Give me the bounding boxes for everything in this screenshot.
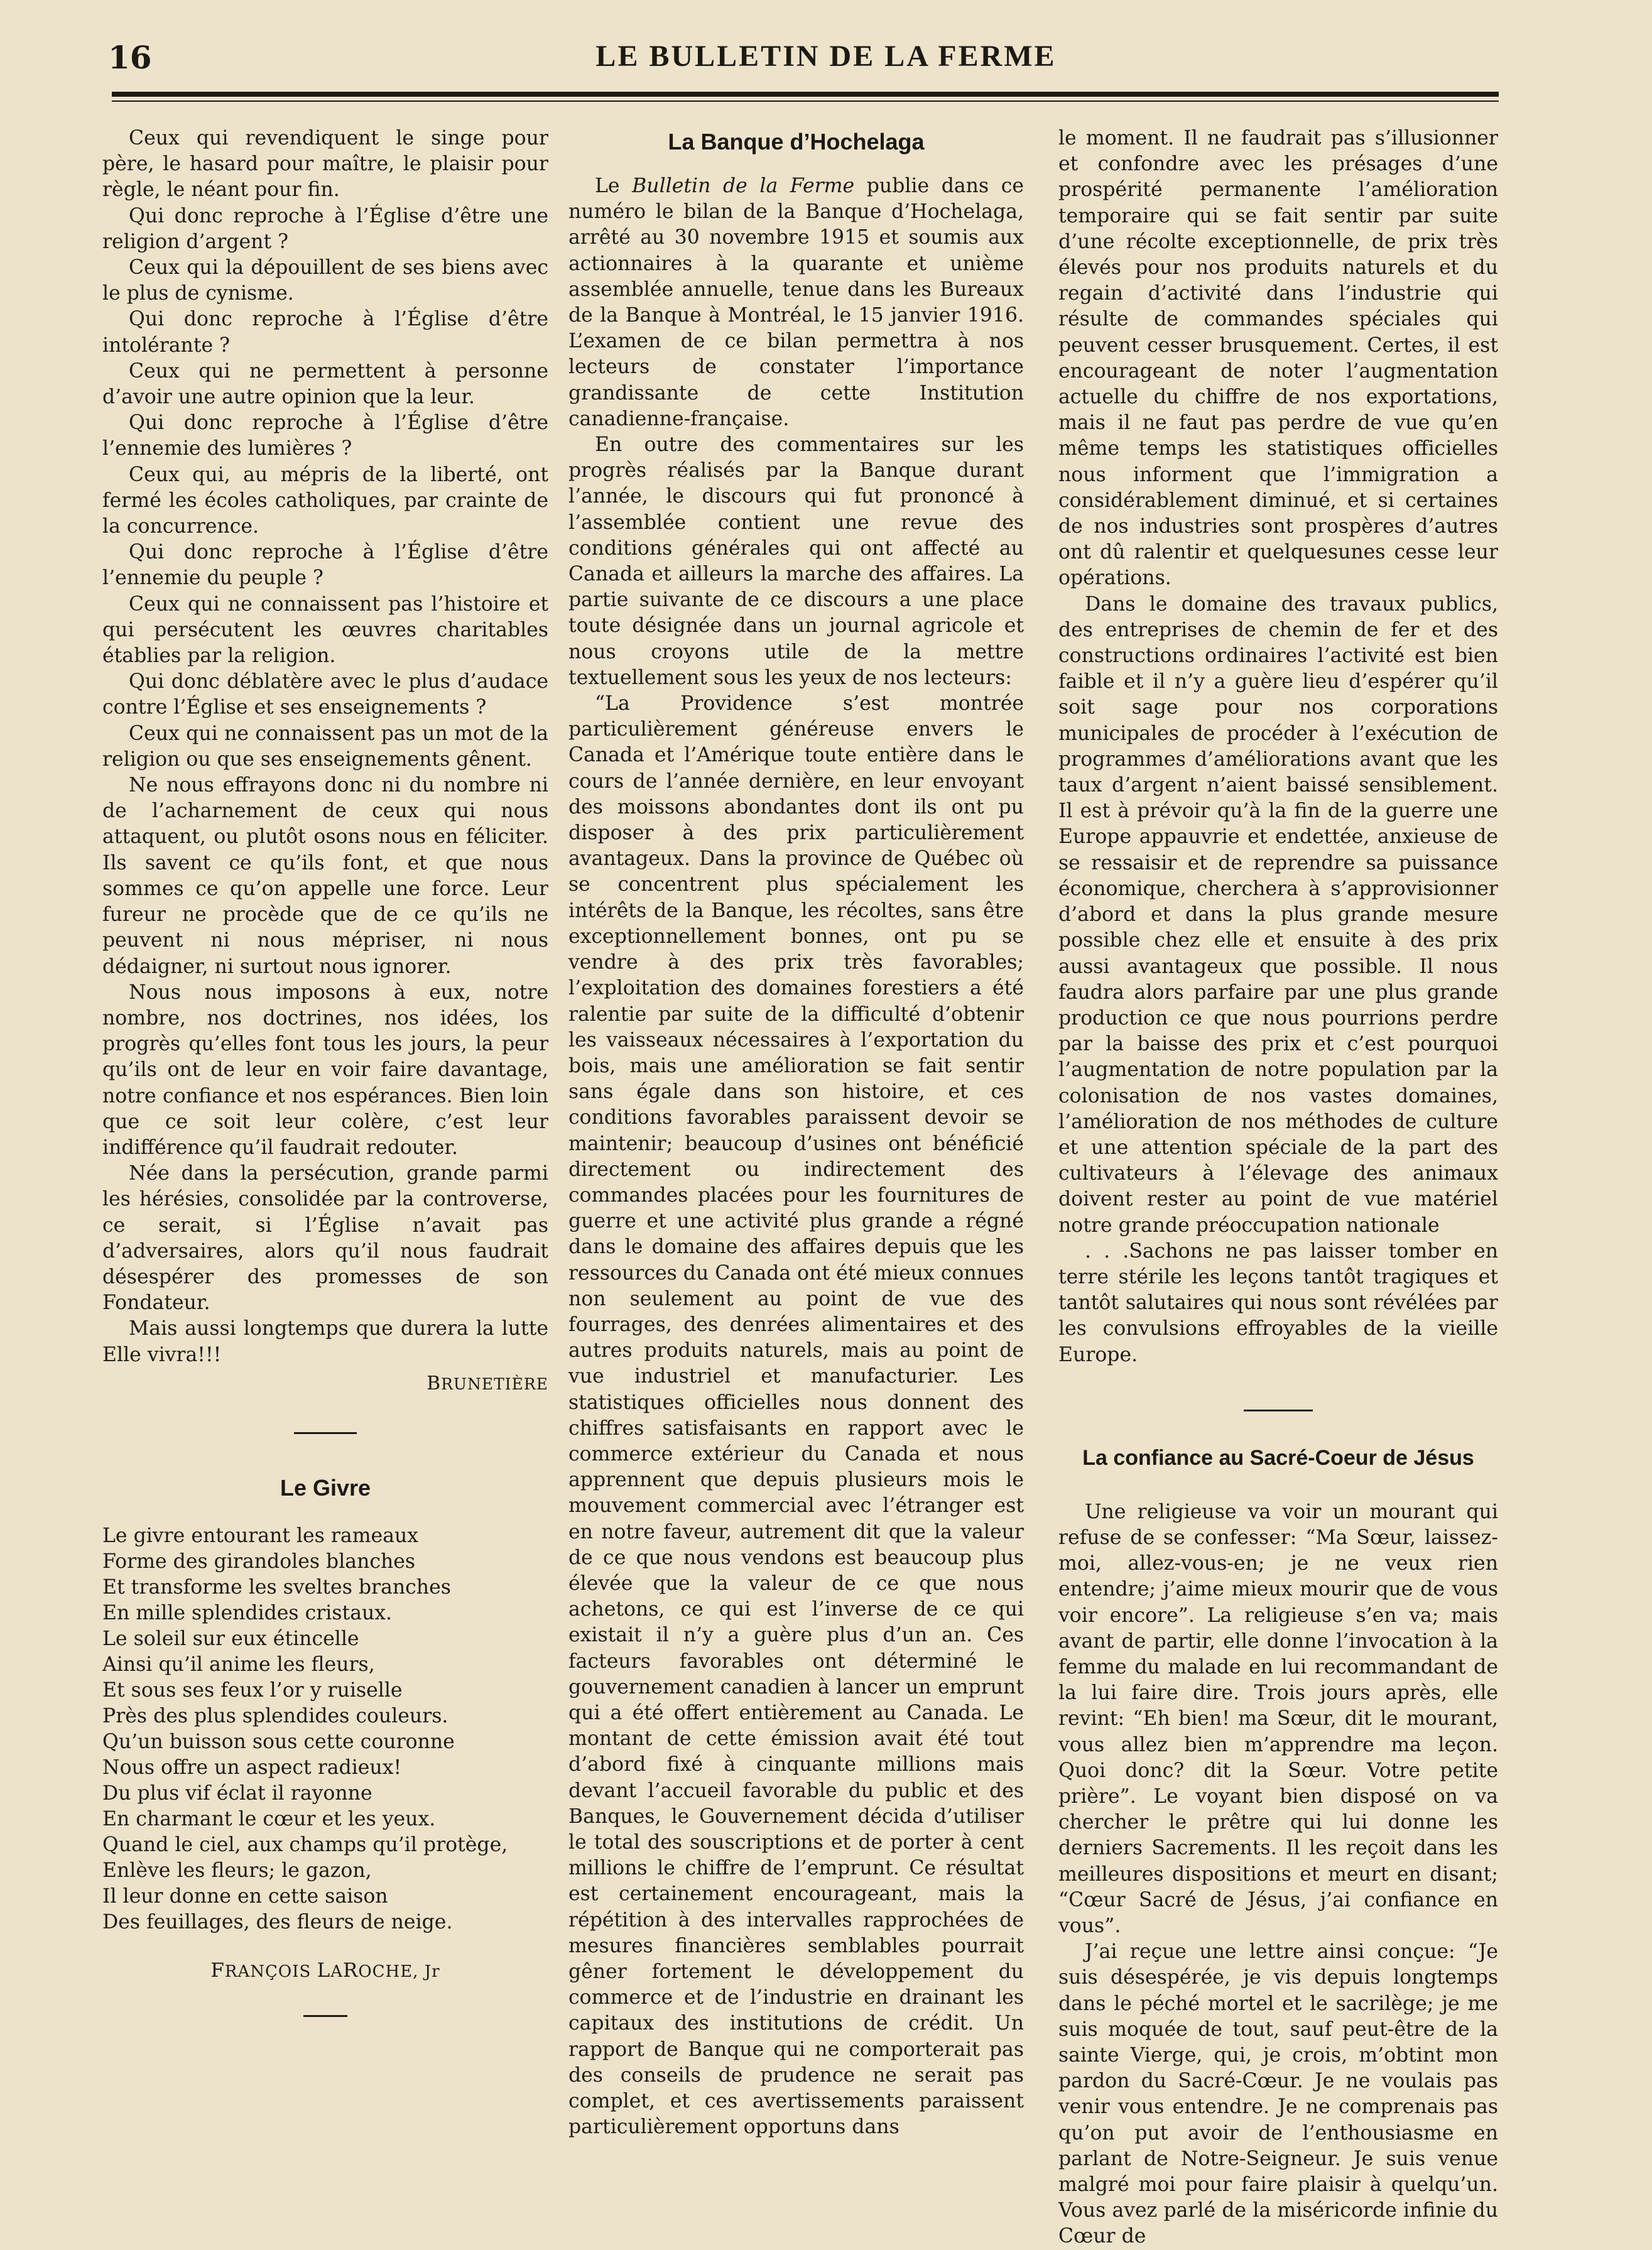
column-3 [1058, 126, 1498, 2250]
paragraph: “La Providence s’est montrée particulièrement généreuse envers le Canada et l’Amérique toute entière dans le cours de l’année dernière, en leur envoyant des moissons abondantes dont ils ont pu disposer à des prix particulièrement avantageux. Dans la province de Québec où se concentrent plus spécialement les intérêts de la Banque, les récoltes, sans être exceptionnellement bonnes, ont pu se vendre à des prix très favorables; l’exploitation des domaines forestiers a été ralentie par suite de la difficulté d’obtenir les vaisseaux nécessaires à l’exportation du bois, mais une amélioration se fait sentir sans égale dans son histoire, et ces conditions favorables paraissent devoir se maintenir; beaucoup d’usines ont bénéficié directement ou indirectement des commandes placées pour les fournitures de guerre et une activité plus grande a régné dans le domaine des affaires depuis que les ressources du Canada ont été mieux connues non seulement au point de vue des fourrages, des denrées alimentaires et des autres produits naturels, mais au point de vue industriel et manufacturier. Les statistiques officielles nous donnent des chiffres satisfaisants en rapport avec le commerce extérieur du Canada et nous apprennent que depuis plusieurs mois le mouvement commercial avec l’étranger est en notre faveur, autrement dit que la valeur de ce que nous vendons est beaucoup plus élevée que la valeur de ce que nous achetons, ce qui est l’inverse de ce qui existait il n’y a guère plus d’un an. Ces facteurs favorables ont déterminé le gouvernement canadien à lancer un emprunt qui a été offert entièrement au Canada. Le montant de cette émission avait été tout d’abord fixé à cinquante millions mais devant l’accueil favorable du public et des Banques, le Gouvernement décida d’utiliser le total des souscriptions et de porter à cent millions le chiffre de l’emprunt. Ce résultat est certainement encourageant, mais la répétition à des intervalles rapprochées de mesures financières semblables pourrait gêner fortement le développement du commerce et de l’industrie en drainant les capitaux des institutions de crédit. Un rapport de Banque qui ne comporterait pas des conseils de prudence ne serait pas complet, et ces avertissements paraissent particulièrement opportuns dans [568, 692, 1024, 2139]
paragraph: Qui donc reproche à l’Église d’être intolérante ? [102, 308, 548, 357]
column-2 [568, 126, 1024, 2140]
paragraph: Le Bulletin de la Ferme publie dans ce numéro le bilan de la Banque d’Hochelaga, arrêté au 30 novembre 1915 et soumis aux actionnaires à la quarante et unième assemblée annuelle, tenue dans les Bureaux de la Banque à Montréal, le 15 janvier 1916. L’examen de ce bilan permettra à nos lecteurs de constater l’importance grandissante de cette Institution canadienne-française. [568, 175, 1024, 430]
paragraph: Ceux qui, au mépris de la liberté, ont fermé les écoles catholiques, par crainte de la concurrence. [102, 463, 548, 538]
poem-line: En mille splendides cristaux. [102, 1601, 393, 1624]
poem-line: Et transforme les sveltes branches [102, 1575, 451, 1599]
poem-line: En charmant le cœur et les yeux. [102, 1807, 436, 1830]
article-signature: BRUNETIÈRE [427, 1372, 548, 1394]
paragraph: Ceux qui ne permettent à personne d’avoir une autre opinion que la leur. [102, 359, 548, 409]
section-divider [1244, 1410, 1313, 1411]
paragraph: Qui donc reproche à l’Église d’être une religion d’argent ? [102, 204, 548, 253]
article-title: La Banque d’Hochelaga [668, 129, 925, 155]
paragraph: En outre des commentaires sur les progrès réalisés par la Banque durant l’année, le discours qui fut prononcé à l’assemblée contient une revue des conditions générales qui ont affecté au Canada et ailleurs la marche des affaires. La partie suivante de ce discours a une place toute désignée dans un journal agricole et nous croyons utile de la mettre textuellement sous les yeux de nos lecteurs: [568, 433, 1024, 689]
poem-line: Nous offre un aspect radieux! [102, 1756, 402, 1779]
paragraph: Une religieuse va voir un mourant qui refuse de se confesser: “Ma Sœur, laissez-moi, allez-vous-en; je ne veux rien entendre; j’aime mieux mourir que de vous voir encore”. La religieuse s’en va; mais avant de partir, elle donne l’invocation à la femme du malade en lui recommandant de la lui faire dire. Trois jours après, elle revint: “Eh bien! ma Sœur, dit le mourant, vous allez bien m’apprendre ma leçon. Quoi donc? dit la Sœur. Votre petite prière”. Le voyant bien disposé on va chercher le prêtre qui lui donne les derniers Sacrements. Il les reçoit dans les meilleures dispositions et meurt en disant; “Cœur Sacré de Jésus, j’ai confiance en vous”. [1058, 1500, 1498, 1937]
poem [102, 1523, 548, 1935]
journal-title: LE BULLETIN DE LA FERME [595, 40, 1057, 73]
poem-title: Le Givre [280, 1474, 371, 1501]
section-divider [303, 2015, 347, 2017]
poem-signature: FRANÇOIS LAROCHE, Jr [210, 1959, 440, 1982]
page-number: 16 [108, 39, 152, 76]
poem-line: Le soleil sur eux étincelle [102, 1627, 359, 1650]
col1-body [102, 126, 548, 1368]
poem-line: Il leur donne en cette saison [102, 1884, 388, 1908]
column-1 [102, 126, 548, 2017]
poem-line: Ainsi qu’il anime les fleurs, [102, 1653, 375, 1676]
paragraph: Qui donc déblatère avec le plus d’audace contre l’Église et ses enseignements ? [102, 670, 548, 719]
section-divider [294, 1432, 357, 1434]
paragraph: le moment. Il ne faudrait pas s’illusionner et confondre avec les présages d’une prospérité permanente l’amélioration temporaire qui se fait sentir par suite d’une récolte exceptionnelle, de prix très élevés pour nos produits naturels et du regain d’activité dans l’industrie qui résulte de commandes spéciales qui peuvent cesser brusquement. Certes, il est encourageant de noter l’augmentation actuelle du chiffre de nos exportations, mais il ne faut pas perdre de vue qu’en même temps les statistiques officielles nous informent que l’immigration a considérablement diminué, et si certaines de nos industries sont prospères d’autres ont dû ralentir et quelquesunes cesse leur opérations. [1058, 127, 1498, 590]
poem-line: Enlève les fleurs; le gazon, [102, 1859, 372, 1882]
article-title-2: La confiance au Sacré-Coeur de Jésus [1082, 1445, 1474, 1470]
paragraph: Ceux qui ne connaissent pas l’histoire et qui persécutent les œuvres charitables établies par la religion. [102, 592, 548, 668]
paragraph: Qui donc reproche à l’Église d’être l’ennemie du peuple ? [102, 541, 548, 590]
paragraph: Qui donc reproche à l’Église d’être l’ennemie des lumières ? [102, 411, 548, 460]
poem-line: Près des plus splendides couleurs. [102, 1704, 448, 1727]
paragraph: . . .Sachons ne pas laisser tomber en terre stérile les leçons tantôt tragiques et tantôt salutaires qui nous sont révélées par les convulsions effroyables de la vieille Europe. [1058, 1239, 1498, 1366]
paragraph: Mais aussi longtemps que durera la lutte Elle vivra!!! [102, 1317, 548, 1366]
paragraph: Ceux qui revendiquent le singe pour père, le hasard pour maître, le plaisir pour règle, le néant pour fin. [102, 127, 548, 202]
poem-line: Et sous ses feux l’or y ruiselle [102, 1678, 403, 1702]
header-rule [112, 92, 1499, 97]
poem-line: Quand le ciel, aux champs qu’il protège, [102, 1833, 508, 1856]
paragraph: Nous nous imposons à eux, notre nombre, nos doctrines, nos idées, los progrès qu’elles font tous les jours, la peur qu’ils ont de leur en voir faire davantage, notre confiance et nos espérances. Bien loin que ce soit leur colère, c’est leur indifférence qu’il faudrait redouter. [102, 981, 548, 1159]
poem-line: Du plus vif éclat il rayonne [102, 1781, 372, 1805]
paragraph: Ceux qui la dépouillent de ses biens avec le plus de cynisme. [102, 256, 548, 305]
poem-line: Des feuillages, des fleurs de neige. [102, 1910, 453, 1933]
paragraph: Née dans la persécution, grande parmi les hérésies, consolidée par la controverse, ce serait, si l’Église n’avait pas d’adversaires, alors qu’il nous faudrait désespérer des promesses de son Fondateur. [102, 1162, 548, 1315]
poem-line: Qu’un buisson sous cette couronne [102, 1730, 455, 1753]
paragraph: Ne nous effrayons donc ni du nombre ni de l’acharnement de ceux qui nous attaquent, ou plutôt osons nous en féliciter. Ils savent ce qu’ils font, et que nous sommes ce qu’on appelle une force. Leur fureur ne procède que de ce qu’ils ne peuvent ni nous mépriser, ni nous dédaigner, ni surtout nous ignorer. [102, 774, 548, 978]
poem-line: Forme des girandoles blanches [102, 1550, 416, 1573]
header-rule-thin [112, 101, 1499, 102]
poem-line: Le givre entourant les rameaux [102, 1524, 419, 1547]
paragraph: J’ai reçue une lettre ainsi conçue: “Je suis désespérée, je vis depuis longtemps dans le péché mortel et le sacrilège; je me suis moquée de tout, sauf peut-être de la sainte Vierge, qui, je crois, m’obtint mon pardon du Sacré-Cœur. Je ne voulais pas venir vous entendre. Je ne comprenais pas qu’on put avoir de l’enthousiasme en parlant de Notre-Seigneur. Je suis venue malgré moi pour faire plaisir à quelqu’un. Vous avez parlé de la miséricorde infinie du Cœur de [1058, 1940, 1498, 2248]
paragraph: Dans le domaine des travaux publics, des entreprises de chemin de fer et des constructions ordinaires l’activité est bien faible et il n’y a guère lieu d’espérer qu’il soit sage pour nos corporations municipales de procéder à l’exécution de programmes d’améliorations avant que les taux d’argent n’aient baissé sensiblement. Il est à prévoir qu’à la fin de la guerre une Europe appauvrie et endettée, anxieuse de se ressaisir et de reprendre sa puissance économique, cherchera à s’approvisionner d’abord et dans la plus grande mesure possible chez elle et ensuite à des prix aussi avantageux que possible. Il nous faudra alors parfaire par une plus grande production ce que nous pourrions perdre par la baisse des prix et c’est pourquoi l’augmentation de notre population par la colonisation de nos vastes domaines, l’amélioration de nos méthodes de culture et une attention spéciale de la part des cultivateurs à l’élevage des animaux doivent rester au point de vue matériel notre grande préoccupation nationale [1058, 592, 1498, 1237]
paragraph: Ceux qui ne connaissent pas un mot de la religion ou que ses enseignements gênent. [102, 722, 548, 771]
